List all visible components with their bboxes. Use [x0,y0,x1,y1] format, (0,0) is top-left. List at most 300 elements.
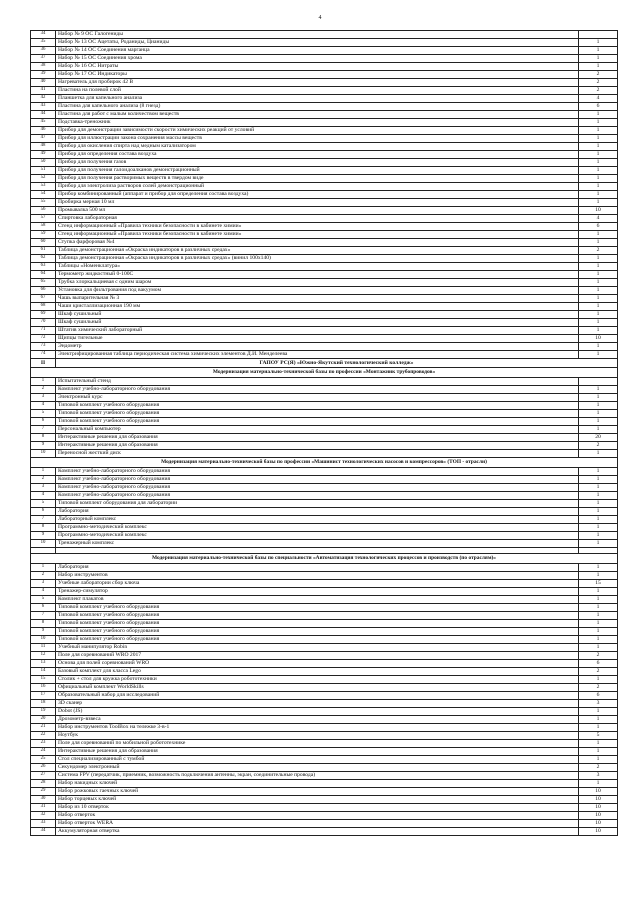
item-name: Тренажер-симулятор [56,588,579,596]
row-number: 55 [31,199,56,207]
item-quantity: 1 [579,386,618,394]
table-row [31,716,618,724]
item-quantity: 1 [579,596,618,604]
table-row [31,159,618,167]
item-name: Прибор для окисления спирта над медным катализатором [56,143,579,151]
row-number: 9 [31,532,56,540]
item-quantity: 1 [579,508,618,516]
subsection-title: Модернизация материально-технической базы по профессии «Машинист технологических насосов и компрессоров» (ТОП - отрасли) [31,458,618,468]
table-row [31,239,618,247]
row-number: 33 [31,820,56,828]
row-number: 67 [31,295,56,303]
table-row [31,303,618,311]
section-title: ГАПОУ РС(Я) «Южно-Якутский технологический колледж» [56,359,618,368]
item-quantity: 10 [579,828,618,836]
item-quantity: 1 [579,343,618,351]
row-number: 3 [31,580,56,588]
row-number: 8 [31,620,56,628]
table-row [31,468,618,476]
item-name: Секундомер электронный [56,764,579,772]
row-number: 9 [31,442,56,450]
item-name: Набор инструментов ToolBox на тележке 3-в-1 [56,724,579,732]
table-row [31,764,618,772]
subsection-header-row [31,458,618,468]
row-number: 53 [31,183,56,191]
item-quantity: 2 [579,668,618,676]
item-name: Ноутбук [56,732,579,740]
item-name: Интерактивные решения для образования [56,748,579,756]
table-row [31,151,618,159]
item-name: Набор № 16 ОС Нитраты [56,63,579,71]
item-quantity: 1 [579,628,618,636]
page-number: 4 [318,15,322,21]
item-quantity: 2 [579,684,618,692]
item-name: Термометр жидкостный 0-100С [56,271,579,279]
table-row [31,95,618,103]
item-name: Чаши кристаллизационная 190 мм [56,303,579,311]
row-number: 7 [31,516,56,524]
item-quantity: 1 [579,311,618,319]
item-name: Тренажерный комплекс [56,540,579,548]
item-quantity: 1 [579,351,618,359]
table-row [31,442,618,450]
item-name: Набор из 10 отверток [56,804,579,812]
item-name: Набор № 9 ОС Галогениды [56,31,579,39]
table-row [31,271,618,279]
row-number: 16 [31,684,56,692]
table-row [31,143,618,151]
equipment-table-sheet [30,30,610,836]
item-quantity [579,31,618,39]
table-row [31,820,618,828]
table-row [31,319,618,327]
row-number: 26 [31,764,56,772]
item-name: Типовой комплект учебного оборудования [56,410,579,418]
item-quantity: 3 [579,772,618,780]
row-number: 14 [31,668,56,676]
table-row [31,167,618,175]
item-name: Лабораторный комплекс [56,516,579,524]
table-row [31,79,618,87]
row-number: 58 [31,223,56,231]
subsection-header-row [31,368,618,378]
item-quantity: 1 [579,271,618,279]
table-row [31,644,618,652]
row-number: 69 [31,311,56,319]
item-name: Комплект учебно-лабораторного оборудования [56,492,579,500]
item-quantity: 1 [579,716,618,724]
row-number: 61 [31,247,56,255]
item-quantity: 1 [579,55,618,63]
row-number: 50 [31,159,56,167]
item-quantity: 1 [579,135,618,143]
item-quantity: 1 [579,287,618,295]
item-quantity: 1 [579,231,618,239]
table-row [31,327,618,335]
item-name: Прибор для получения газов [56,159,579,167]
item-quantity: 1 [579,756,618,764]
row-number: 40 [31,79,56,87]
item-name: Типовой комплект учебного оборудования [56,628,579,636]
item-name: Стол специализированный с тумбой [56,756,579,764]
item-quantity: 2 [579,79,618,87]
table-row [31,588,618,596]
item-quantity: 4 [579,215,618,223]
item-name: Лаборатория [56,564,579,572]
item-quantity: 1 [579,127,618,135]
item-name: Дрозометр-взвеса [56,716,579,724]
item-quantity: 1 [579,418,618,426]
item-name: Эндометр [56,343,579,351]
item-name: Стенд информационный «Правила техники безопасности в кабинете химии» [56,231,579,239]
row-number: 37 [31,55,56,63]
row-number: 54 [31,191,56,199]
item-name: Набор рожковых гаечных ключей [56,788,579,796]
item-name: Типовой комплект оборудования для лаборатории [56,500,579,508]
row-number: 65 [31,279,56,287]
row-number: 7 [31,612,56,620]
item-name: Типовой комплект учебного оборудования [56,418,579,426]
item-quantity: 1 [579,159,618,167]
table-row [31,524,618,532]
row-number: 35 [31,39,56,47]
item-name: Прибор для иллюстрации закона сохранения массы веществ [56,135,579,143]
item-name: Интерактивные решения для образования [56,442,579,450]
item-quantity: 1 [579,239,618,247]
item-name: Прибор для получения растворимых веществ в твердом виде [56,175,579,183]
item-quantity: 1 [579,167,618,175]
item-name: Набор инструментов [56,572,579,580]
table-row [31,596,618,604]
table-row [31,55,618,63]
table-row [31,39,618,47]
table-row [31,812,618,820]
item-quantity: 1 [579,143,618,151]
row-number: 57 [31,215,56,223]
table-row [31,335,618,343]
item-name: Стенд информационный «Правила техники безопасности в кабинете химии» [56,223,579,231]
item-name: Поле для соревнований по мобильной робототехнике [56,740,579,748]
item-quantity: 1 [579,199,618,207]
item-quantity: 1 [579,111,618,119]
row-number: 64 [31,271,56,279]
row-number: 41 [31,87,56,95]
table-row [31,31,618,39]
row-number: 4 [31,588,56,596]
table-row [31,500,618,508]
section-header-row [31,359,618,368]
row-number: 6 [31,604,56,612]
table-row [31,684,618,692]
equipment-table [30,30,618,836]
item-quantity: 1 [579,450,618,458]
item-name: Комплект плакатов [56,596,579,604]
table-row [31,796,618,804]
item-name: Набор отверток WERA [56,820,579,828]
item-quantity: 6 [579,660,618,668]
item-name: Прибор для получения галоидоалканов демонстрационный [56,167,579,175]
row-number: 10 [31,636,56,644]
item-quantity: 1 [579,191,618,199]
table-row [31,287,618,295]
row-number: 2 [31,386,56,394]
table-row [31,47,618,55]
table-row [31,135,618,143]
table-row [31,540,618,548]
item-name: Планшетка для капельного анализа [56,95,579,103]
item-quantity: 1 [579,47,618,55]
item-name: Штатив химический лабораторный [56,327,579,335]
item-name: Образовательный набор для исследований [56,692,579,700]
item-quantity: 2 [579,442,618,450]
item-name: Комплект учебно-лабораторного оборудования [56,476,579,484]
item-name: Комплект учебно-лабораторного оборудования [56,386,579,394]
table-row [31,103,618,111]
item-quantity: 1 [579,255,618,263]
item-name: Типовой комплект учебного оборудования [56,604,579,612]
table-row [31,700,618,708]
table-row [31,676,618,684]
row-number: 12 [31,652,56,660]
row-number: 42 [31,95,56,103]
table-row [31,756,618,764]
table-row [31,247,618,255]
table-row [31,612,618,620]
row-number: 43 [31,103,56,111]
row-number: 3 [31,394,56,402]
item-quantity: 1 [579,39,618,47]
item-quantity: 6 [579,223,618,231]
row-number: 74 [31,351,56,359]
row-number: 56 [31,207,56,215]
row-number: 51 [31,167,56,175]
row-number: 19 [31,708,56,716]
table-row [31,708,618,716]
table-row [31,572,618,580]
table-row [31,295,618,303]
row-number: 25 [31,756,56,764]
row-number: 62 [31,255,56,263]
table-row [31,263,618,271]
item-name: Прибор для демонстрации зависимости скорости химических реакций от условий [56,127,579,135]
table-row [31,215,618,223]
table-row [31,199,618,207]
row-number: 9 [31,628,56,636]
table-row [31,378,618,386]
item-name: Учебные лаборатории сбор ключа [56,580,579,588]
table-row [31,516,618,524]
row-number: 22 [31,732,56,740]
row-number: 8 [31,524,56,532]
item-quantity: 1 [579,564,618,572]
item-name: Комплект учебно-лабораторного оборудования [56,468,579,476]
row-number: 5 [31,500,56,508]
item-quantity: 2 [579,652,618,660]
item-quantity: 1 [579,748,618,756]
item-quantity: 10 [579,804,618,812]
item-quantity: 1 [579,183,618,191]
subsection-title: Модернизация материально-технической базы по специальности «Автоматизация технологических процессов и производств (по отраслям)» [31,554,618,564]
item-quantity: 1 [579,492,618,500]
item-quantity: 1 [579,708,618,716]
table-row [31,426,618,434]
row-number: 20 [31,716,56,724]
item-quantity: 1 [579,604,618,612]
item-quantity: 1 [579,644,618,652]
row-number: 32 [31,812,56,820]
item-name: Нагреватель для пробирок 42 В [56,79,579,87]
item-name: Шкаф сушильный [56,311,579,319]
item-name: Таблица демонстрационная «Окраска индикаторов в различных средах» [56,247,579,255]
table-row [31,402,618,410]
table-row [31,87,618,95]
table-row [31,255,618,263]
table-row [31,343,618,351]
item-name: Лаборатория [56,508,579,516]
item-quantity: 1 [579,402,618,410]
item-quantity: 1 [579,620,618,628]
row-number: 47 [31,135,56,143]
table-row [31,636,618,644]
item-name: Установка для фильтрования под вакуумом [56,287,579,295]
row-number: 60 [31,239,56,247]
row-number: 68 [31,303,56,311]
table-row [31,127,618,135]
item-quantity: 10 [579,788,618,796]
item-quantity: 1 [579,426,618,434]
row-number: 4 [31,402,56,410]
item-name: Набор № 15 ОС Соединения хрома [56,55,579,63]
table-row [31,394,618,402]
table-row [31,175,618,183]
table-row [31,351,618,359]
item-name: Набор № 14 ОС Соединения марганца [56,47,579,55]
table-row [31,119,618,127]
row-number: 5 [31,410,56,418]
table-row [31,418,618,426]
item-quantity: 1 [579,476,618,484]
item-quantity: 1 [579,319,618,327]
row-number: 1 [31,564,56,572]
item-name: Учебный манипулятор Robin [56,644,579,652]
item-name: Чашь выпарительная № 3 [56,295,579,303]
table-row [31,564,618,572]
item-quantity: 4 [579,95,618,103]
item-quantity: 1 [579,516,618,524]
item-quantity: 1 [579,612,618,620]
item-quantity: 1 [579,303,618,311]
item-quantity: 1 [579,175,618,183]
table-row [31,772,618,780]
item-quantity: 1 [579,151,618,159]
item-quantity: 2 [579,87,618,95]
item-quantity: 1 [579,676,618,684]
item-quantity: 10 [579,820,618,828]
table-row [31,71,618,79]
table-row [31,788,618,796]
row-number: 30 [31,796,56,804]
item-quantity: 3 [579,700,618,708]
item-quantity: 10 [579,812,618,820]
table-row [31,660,618,668]
item-quantity: 1 [579,524,618,532]
item-quantity: 15 [579,580,618,588]
table-row [31,311,618,319]
table-row [31,532,618,540]
section-number: II [31,359,56,368]
item-quantity: 1 [579,588,618,596]
row-number: 17 [31,692,56,700]
item-name: Прибор для электролиза растворов солей демонстрационный [56,183,579,191]
table-row [31,732,618,740]
item-name: Пробирка мерная 10 мл [56,199,579,207]
item-name: Ступка фарфоровая №4 [56,239,579,247]
item-name: Пластина для капельного анализа (8 гнезд) [56,103,579,111]
table-row [31,692,618,700]
row-number: 23 [31,740,56,748]
item-name: Комплект учебно-лабораторного оборудования [56,484,579,492]
item-quantity: 1 [579,724,618,732]
item-quantity: 1 [579,484,618,492]
item-quantity: 1 [579,263,618,271]
item-quantity: 10 [579,207,618,215]
table-row [31,492,618,500]
row-number: 4 [31,492,56,500]
row-number: 29 [31,788,56,796]
item-name: Столик + стол для кружка робототехники [56,676,579,684]
table-row [31,828,618,836]
row-number: 10 [31,450,56,458]
item-quantity: 6 [579,103,618,111]
table-row [31,450,618,458]
table-row [31,476,618,484]
table-row [31,111,618,119]
item-name: Набор торцевых ключей [56,796,579,804]
table-row [31,279,618,287]
row-number: 38 [31,63,56,71]
item-name: Набор накидных ключей [56,780,579,788]
item-quantity: 1 [579,63,618,71]
item-name: Программно-методический комплекс [56,524,579,532]
item-name: Электрифицированная таблица периодическая система химических элементов Д.И. Менделеева [56,351,579,359]
item-name: Dobot (JS) [56,708,579,716]
row-number: 46 [31,127,56,135]
item-name: Электронный курс [56,394,579,402]
row-number: 6 [31,418,56,426]
item-quantity: 1 [579,394,618,402]
row-number: 36 [31,47,56,55]
row-number: 7 [31,426,56,434]
item-name: Типовой комплект учебного оборудования [56,612,579,620]
item-name: Поле для соревнований WRO 2017 [56,652,579,660]
item-name: Набор № 17 ОС Индикаторы [56,71,579,79]
table-row [31,231,618,239]
row-number: 1 [31,468,56,476]
item-quantity: 1 [579,119,618,127]
table-row [31,628,618,636]
item-name: Персональный компьютер [56,426,579,434]
table-row [31,804,618,812]
item-name: Набор отверток [56,812,579,820]
item-name: Аккумуляторная отвертка [56,828,579,836]
row-number: 28 [31,780,56,788]
table-row [31,63,618,71]
row-number: 13 [31,660,56,668]
table-row [31,780,618,788]
item-quantity: 6 [579,692,618,700]
item-name: Таблица демонстрационная «Окраска индикаторов в различных средах» (винил 100х140) [56,255,579,263]
item-name: Щипцы тигельные [56,335,579,343]
